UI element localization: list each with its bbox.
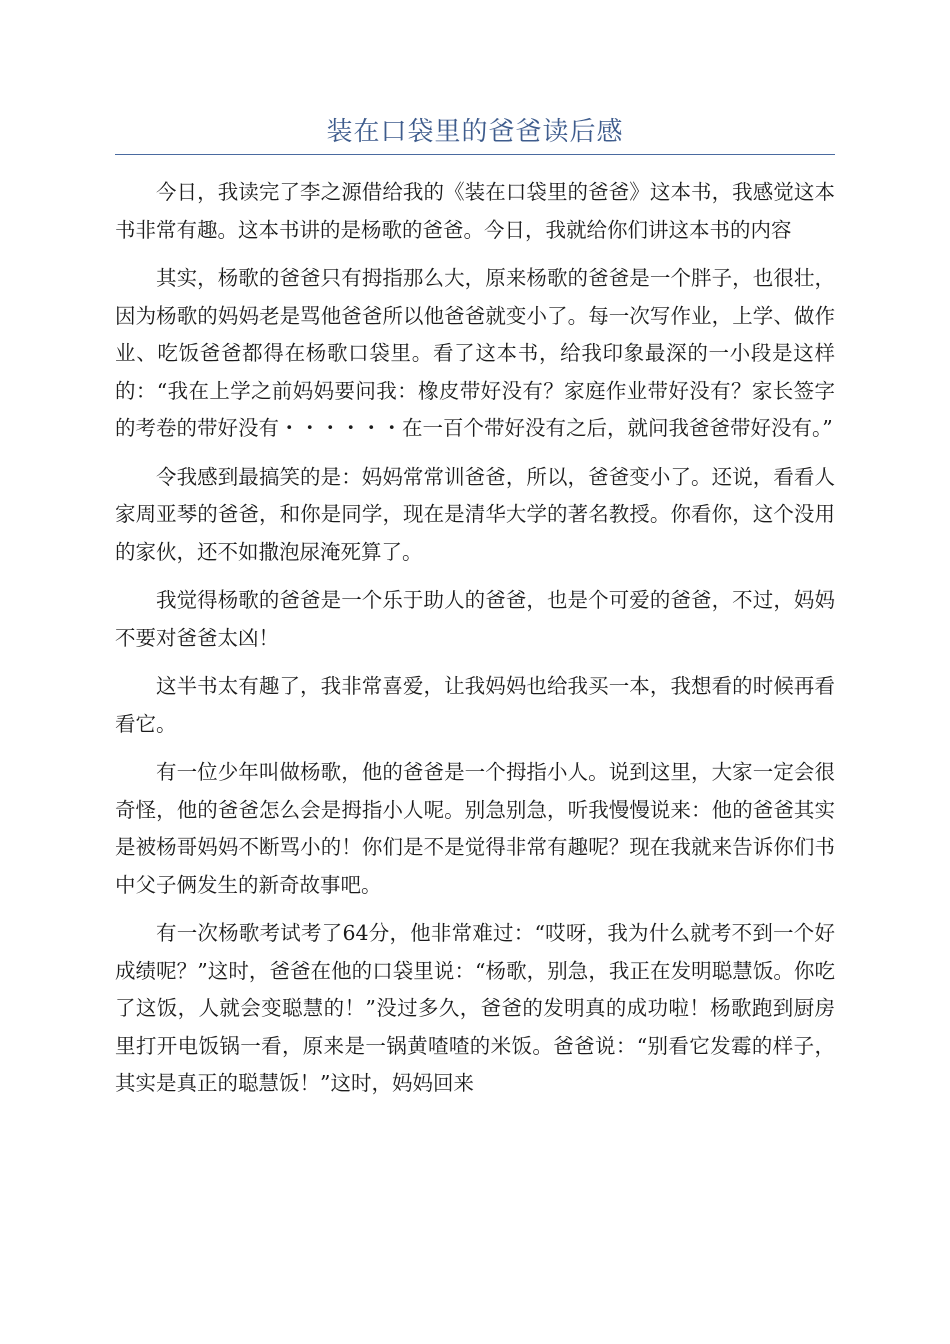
paragraph-5: 这半书太有趣了，我非常喜爱，让我妈妈也给我买一本，我想看的时候再看看它。 xyxy=(115,674,835,736)
title-underline xyxy=(115,154,835,155)
paragraph-3: 令我感到最搞笑的是：妈妈常常训爸爸，所以，爸爸变小了。还说，看看人家周亚琴的爸爸，和你是同学，现在是清华大学的著名教授。你看你，这个没用的家伙，还不如撒泡尿淹死算了。 xyxy=(115,464,835,564)
paragraph-6: 有一位少年叫做杨歌，他的爸爸是一个拇指小人。说到这里，大家一定会很奇怪，他的爸爸怎么会是拇指小人呢。别急别急，听我慢慢说来：他的爸爸其实是被杨哥妈妈不断骂小的！你们是不是觉得非常有趣呢？现在我就来告诉你们书中父子俩发生的新奇故事吧。 xyxy=(115,760,835,897)
paragraph-1: 今日，我读完了李之源借给我的《装在口袋里的爸爸》这本书，我感觉这本书非常有趣。这本书讲的是杨歌的爸爸。今日，我就给你们讲这本书的内容 xyxy=(115,180,835,242)
paragraph-4: 我觉得杨歌的爸爸是一个乐于助人的爸爸，也是个可爱的爸爸，不过，妈妈不要对爸爸太凶！ xyxy=(115,588,835,650)
document-body xyxy=(115,174,835,1114)
document-title: 装在口袋里的爸爸读后感 xyxy=(326,117,624,147)
paragraph-2: 其实，杨歌的爸爸只有拇指那么大，原来杨歌的爸爸是一个胖子，也很壮，因为杨歌的妈妈老是骂他爸爸所以他爸爸就变小了。每一次写作业，上学、做作业、吃饭爸爸都得在杨歌口袋里。看了这本书，给我印象最深的一小段是这样的：“我在上学之前妈妈要问我：橡皮带好没有？家庭作业带好没有？家长签字的考卷的带好没有・・・・・・在一百个带好没有之后，就问我爸爸带好没有。” xyxy=(115,266,835,440)
paragraph-7: 有一次杨歌考试考了64分，他非常难过：“哎呀，我为什么就考不到一个好成绩呢？”这时，爸爸在他的口袋里说：“杨歌，别急，我正在发明聪慧饭。你吃了这饭，人就会变聪慧的！”没过多久，爸爸的发明真的成功啦！杨歌跑到厨房里打开电饭锅一看，原来是一锅黄喳喳的米饭。爸爸说：“别看它发霉的样子，其实是真正的聪慧饭！”这时，妈妈回来 xyxy=(115,921,835,1095)
